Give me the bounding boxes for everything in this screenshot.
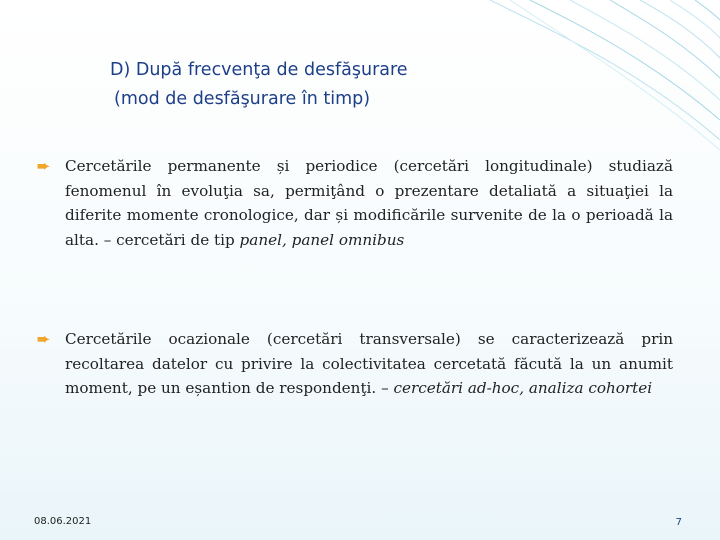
bullet-text <box>65 327 673 401</box>
footer-date: 08.06.2021 <box>34 516 92 527</box>
title-line-1: D) După frecvenţa de desfăşurare <box>110 60 408 80</box>
arrow-down-right-icon: ➨ <box>37 330 50 348</box>
bullet-italic-text: panel, panel omnibus <box>239 230 405 249</box>
bullet-main-text: Cercetările permanente și periodice (cercetări longitudinale) studiază fenomenul în evoluţia sa, permiţând o prezentare detaliată a situaţiei la diferite momente cronologice, dar și modificările survenite de la o perioadă la alta. – cercetări de tip <box>65 157 673 249</box>
bullet-main-text: Cercetările ocazionale (cercetări transversale) se caracterizează prin recoltarea datelor cu privire la colectivitatea cercetată făcută la un anumit moment, pe un eșantion de respondenţi. – <box>65 330 673 397</box>
page-number: 7 <box>675 517 682 528</box>
slide-title <box>110 56 408 114</box>
bullet-text <box>65 154 673 252</box>
arrow-down-right-icon: ➨ <box>37 157 50 175</box>
corner-decoration <box>490 0 720 150</box>
bullet-item-occasional <box>37 327 673 401</box>
bullet-italic-text: cercetări ad-hoc, analiza cohortei <box>393 379 653 397</box>
title-line-2: (mod de desfăşurare în timp) <box>114 89 371 109</box>
bullet-item-permanent <box>37 154 673 252</box>
